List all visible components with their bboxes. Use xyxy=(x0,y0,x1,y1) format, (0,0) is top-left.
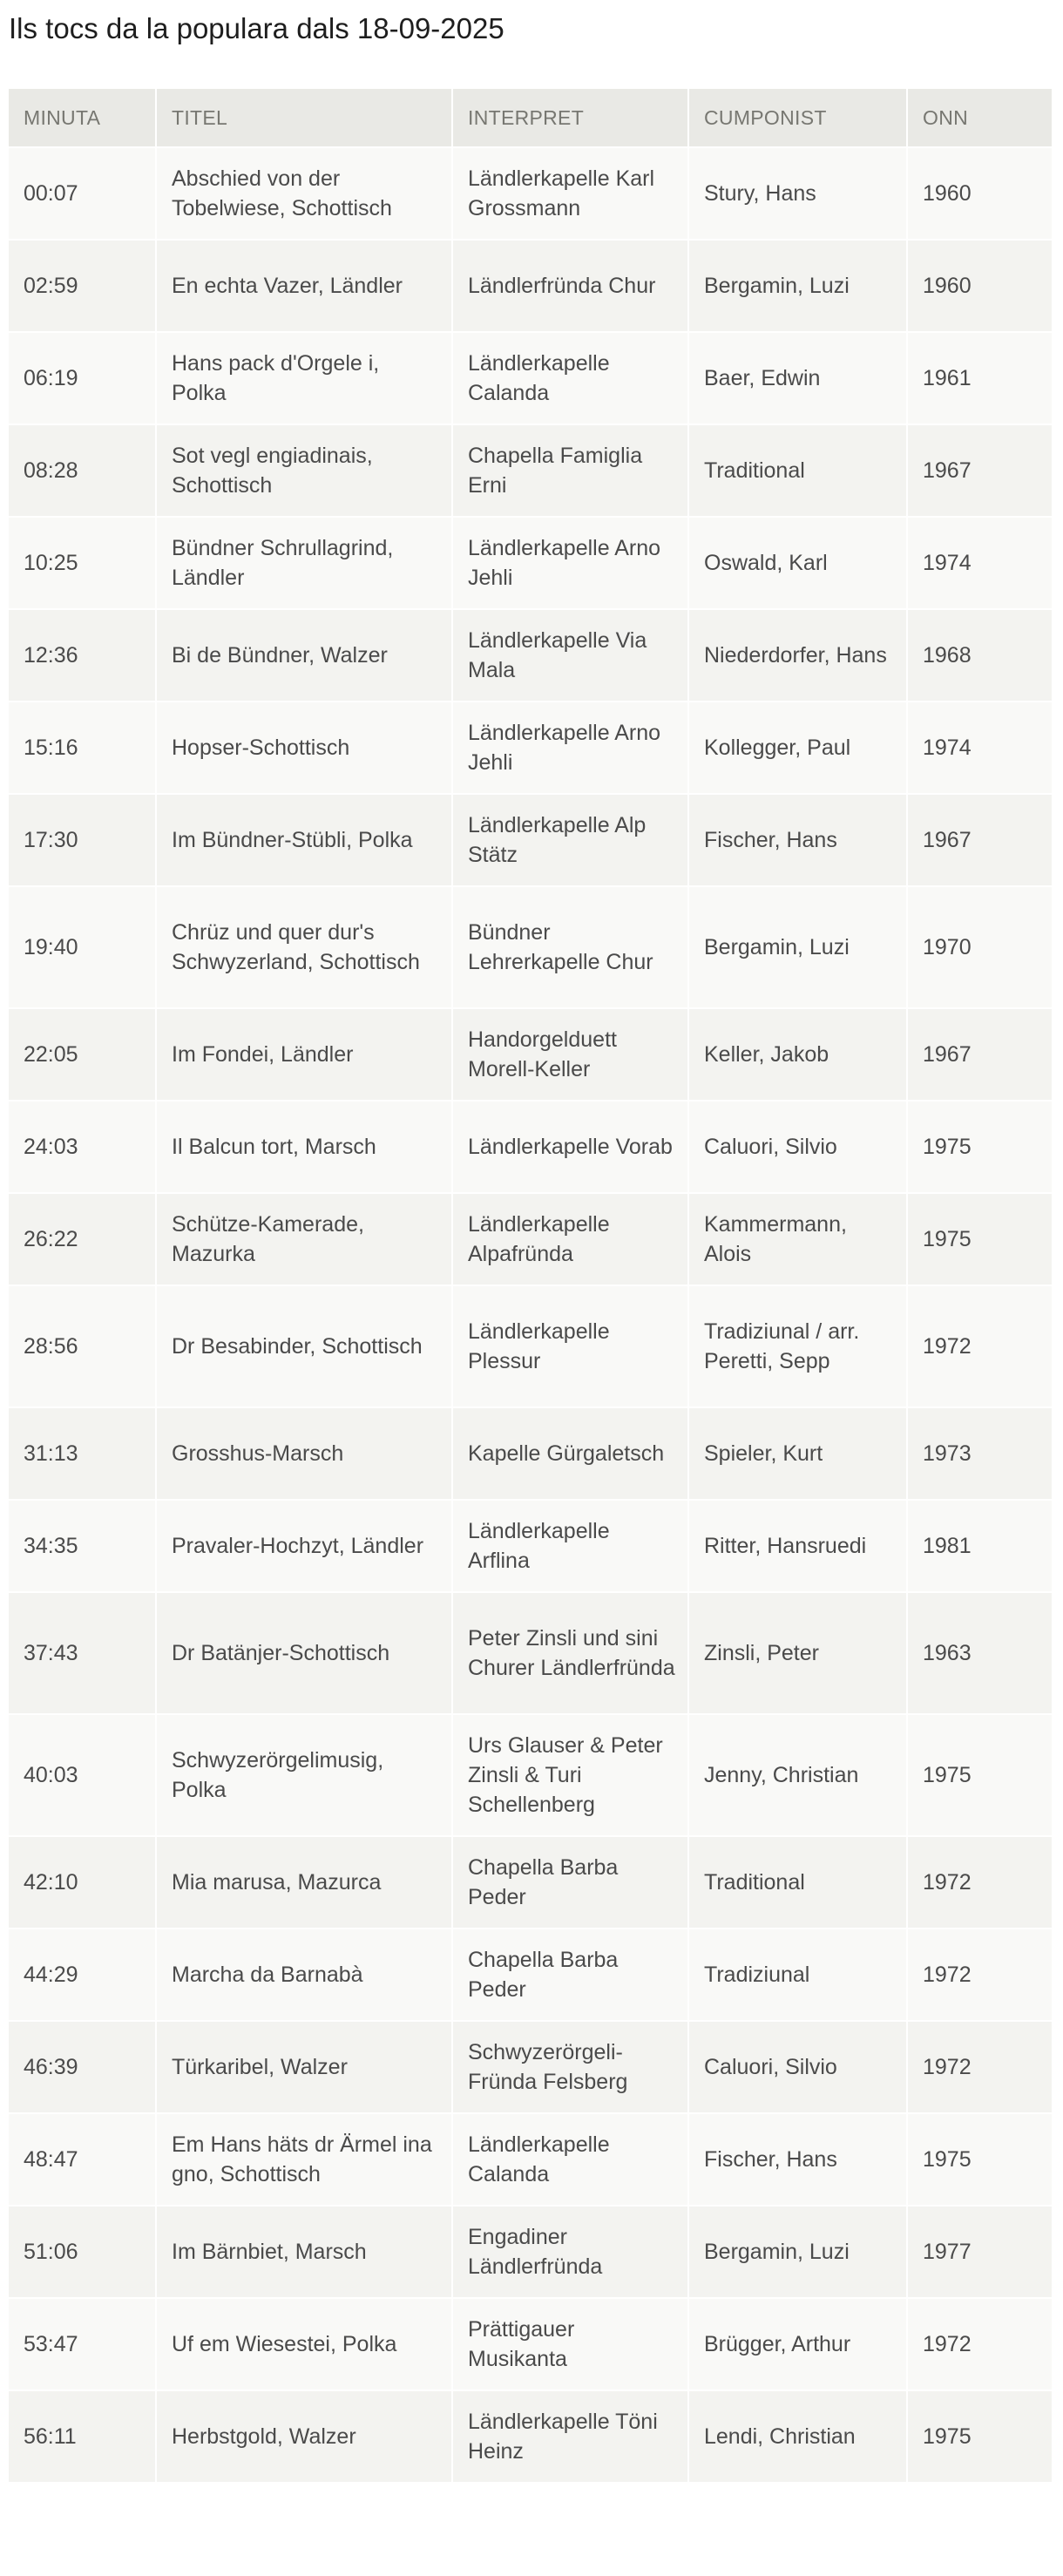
cell-cumponist: Spieler, Kurt xyxy=(689,1407,908,1499)
cell-interpret: Ländlerkapelle Arno Jehli xyxy=(453,516,689,608)
table-row xyxy=(9,1407,1052,1499)
cell-titel: Dr Besabinder, Schottisch xyxy=(157,1285,453,1407)
cell-titel: Em Hans häts dr Ärmel ina gno, Schottisch xyxy=(157,2112,453,2205)
cell-minuta: 48:47 xyxy=(9,2112,157,2205)
cell-minuta: 12:36 xyxy=(9,608,157,701)
table-row xyxy=(9,885,1052,1007)
cell-onn: 1972 xyxy=(908,1285,1052,1407)
cell-onn: 1972 xyxy=(908,1928,1052,2020)
cell-cumponist: Tradiziunal xyxy=(689,1928,908,2020)
cell-cumponist: Zinsli, Peter xyxy=(689,1591,908,1713)
cell-onn: 1967 xyxy=(908,1007,1052,1100)
cell-titel: Dr Batänjer-Schottisch xyxy=(157,1591,453,1713)
cell-minuta: 34:35 xyxy=(9,1499,157,1591)
cell-onn: 1970 xyxy=(908,885,1052,1007)
column-header-interpret: INTERPRET xyxy=(453,89,689,146)
cell-minuta: 17:30 xyxy=(9,793,157,885)
cell-cumponist: Jenny, Christian xyxy=(689,1713,908,1835)
cell-minuta: 40:03 xyxy=(9,1713,157,1835)
cell-minuta: 56:11 xyxy=(9,2390,157,2482)
cell-cumponist: Baer, Edwin xyxy=(689,331,908,424)
cell-titel: Schwyzerörgelimusig, Polka xyxy=(157,1713,453,1835)
cell-titel: Chrüz und quer dur's Schwyzerland, Schottisch xyxy=(157,885,453,1007)
cell-interpret: Ländlerkapelle Vorab xyxy=(453,1100,689,1192)
cell-cumponist: Traditional xyxy=(689,424,908,516)
cell-minuta: 10:25 xyxy=(9,516,157,608)
cell-interpret: Chapella Barba Peder xyxy=(453,1835,689,1928)
cell-minuta: 06:19 xyxy=(9,331,157,424)
cell-interpret: Ländlerkapelle Karl Grossmann xyxy=(453,146,689,239)
cell-cumponist: Caluori, Silvio xyxy=(689,1100,908,1192)
cell-minuta: 19:40 xyxy=(9,885,157,1007)
cell-interpret: Urs Glauser & Peter Zinsli & Turi Schellenberg xyxy=(453,1713,689,1835)
cell-onn: 1972 xyxy=(908,1835,1052,1928)
cell-titel: Hopser-Schottisch xyxy=(157,701,453,793)
cell-titel: Schütze-Kamerade, Mazurka xyxy=(157,1192,453,1285)
cell-cumponist: Caluori, Silvio xyxy=(689,2020,908,2112)
cell-onn: 1963 xyxy=(908,1591,1052,1713)
playlist-table xyxy=(9,89,1052,2482)
cell-interpret: Ländlerkapelle Alpafründa xyxy=(453,1192,689,1285)
cell-titel: Im Bündner-Stübli, Polka xyxy=(157,793,453,885)
cell-interpret: Ländlerfründa Chur xyxy=(453,239,689,331)
cell-cumponist: Bergamin, Luzi xyxy=(689,239,908,331)
table-row xyxy=(9,424,1052,516)
cell-interpret: Peter Zinsli und sini Churer Ländlerfründa xyxy=(453,1591,689,1713)
column-header-titel: TITEL xyxy=(157,89,453,146)
cell-cumponist: Stury, Hans xyxy=(689,146,908,239)
cell-onn: 1974 xyxy=(908,516,1052,608)
cell-cumponist: Ritter, Hansruedi xyxy=(689,1499,908,1591)
cell-interpret: Ländlerkapelle Via Mala xyxy=(453,608,689,701)
cell-titel: Pravaler-Hochzyt, Ländler xyxy=(157,1499,453,1591)
table-body xyxy=(9,146,1052,2482)
cell-cumponist: Bergamin, Luzi xyxy=(689,2205,908,2297)
cell-onn: 1968 xyxy=(908,608,1052,701)
cell-interpret: Prättigauer Musikanta xyxy=(453,2297,689,2390)
header-row xyxy=(9,89,1052,146)
table-row xyxy=(9,793,1052,885)
cell-titel: Im Fondei, Ländler xyxy=(157,1007,453,1100)
cell-onn: 1975 xyxy=(908,1100,1052,1192)
cell-interpret: Ländlerkapelle Calanda xyxy=(453,2112,689,2205)
cell-minuta: 28:56 xyxy=(9,1285,157,1407)
cell-interpret: Chapella Barba Peder xyxy=(453,1928,689,2020)
cell-onn: 1975 xyxy=(908,1713,1052,1835)
cell-titel: Abschied von der Tobelwiese, Schottisch xyxy=(157,146,453,239)
cell-titel: En echta Vazer, Ländler xyxy=(157,239,453,331)
cell-titel: Grosshus-Marsch xyxy=(157,1407,453,1499)
cell-interpret: Engadiner Ländlerfründa xyxy=(453,2205,689,2297)
cell-titel: Mia marusa, Mazurca xyxy=(157,1835,453,1928)
table-row xyxy=(9,1100,1052,1192)
cell-minuta: 51:06 xyxy=(9,2205,157,2297)
cell-interpret: Ländlerkapelle Töni Heinz xyxy=(453,2390,689,2482)
column-header-onn: ONN xyxy=(908,89,1052,146)
table-row xyxy=(9,1499,1052,1591)
cell-titel: Bi de Bündner, Walzer xyxy=(157,608,453,701)
cell-minuta: 46:39 xyxy=(9,2020,157,2112)
cell-cumponist: Lendi, Christian xyxy=(689,2390,908,2482)
cell-onn: 1975 xyxy=(908,2112,1052,2205)
cell-onn: 1972 xyxy=(908,2020,1052,2112)
cell-minuta: 15:16 xyxy=(9,701,157,793)
cell-interpret: Bündner Lehrerkapelle Chur xyxy=(453,885,689,1007)
table-row xyxy=(9,146,1052,239)
column-header-cumponist: CUMPONIST xyxy=(689,89,908,146)
cell-onn: 1961 xyxy=(908,331,1052,424)
cell-cumponist: Kammermann, Alois xyxy=(689,1192,908,1285)
cell-interpret: Ländlerkapelle Alp Stätz xyxy=(453,793,689,885)
table-row xyxy=(9,1835,1052,1928)
cell-interpret: Ländlerkapelle Arno Jehli xyxy=(453,701,689,793)
table-row xyxy=(9,239,1052,331)
cell-cumponist: Oswald, Karl xyxy=(689,516,908,608)
cell-onn: 1960 xyxy=(908,239,1052,331)
table-header xyxy=(9,89,1052,146)
cell-titel: Hans pack d'Orgele i, Polka xyxy=(157,331,453,424)
table-row xyxy=(9,2020,1052,2112)
table-row xyxy=(9,701,1052,793)
cell-cumponist: Bergamin, Luzi xyxy=(689,885,908,1007)
cell-cumponist: Traditional xyxy=(689,1835,908,1928)
table-row xyxy=(9,1928,1052,2020)
table-row xyxy=(9,331,1052,424)
cell-cumponist: Fischer, Hans xyxy=(689,2112,908,2205)
cell-minuta: 24:03 xyxy=(9,1100,157,1192)
cell-onn: 1973 xyxy=(908,1407,1052,1499)
cell-minuta: 44:29 xyxy=(9,1928,157,2020)
table-row xyxy=(9,1713,1052,1835)
cell-onn: 1977 xyxy=(908,2205,1052,2297)
cell-onn: 1981 xyxy=(908,1499,1052,1591)
cell-minuta: 31:13 xyxy=(9,1407,157,1499)
cell-onn: 1960 xyxy=(908,146,1052,239)
cell-onn: 1972 xyxy=(908,2297,1052,2390)
cell-onn: 1967 xyxy=(908,793,1052,885)
cell-onn: 1974 xyxy=(908,701,1052,793)
cell-cumponist: Keller, Jakob xyxy=(689,1007,908,1100)
cell-interpret: Ländlerkapelle Calanda xyxy=(453,331,689,424)
cell-onn: 1975 xyxy=(908,2390,1052,2482)
table-row xyxy=(9,2112,1052,2205)
cell-minuta: 42:10 xyxy=(9,1835,157,1928)
cell-interpret: Ländlerkapelle Plessur xyxy=(453,1285,689,1407)
cell-cumponist: Kollegger, Paul xyxy=(689,701,908,793)
cell-cumponist: Fischer, Hans xyxy=(689,793,908,885)
cell-titel: Bündner Schrullagrind, Ländler xyxy=(157,516,453,608)
cell-minuta: 08:28 xyxy=(9,424,157,516)
cell-titel: Il Balcun tort, Marsch xyxy=(157,1100,453,1192)
cell-interpret: Schwyzerörgeli-Fründa Felsberg xyxy=(453,2020,689,2112)
cell-titel: Uf em Wiesestei, Polka xyxy=(157,2297,453,2390)
cell-minuta: 37:43 xyxy=(9,1591,157,1713)
table-row xyxy=(9,1007,1052,1100)
cell-onn: 1967 xyxy=(908,424,1052,516)
cell-cumponist: Niederdorfer, Hans xyxy=(689,608,908,701)
table-row xyxy=(9,2205,1052,2297)
table-row xyxy=(9,2297,1052,2390)
cell-onn: 1975 xyxy=(908,1192,1052,1285)
cell-titel: Marcha da Barnabà xyxy=(157,1928,453,2020)
cell-minuta: 26:22 xyxy=(9,1192,157,1285)
column-header-minuta: MINUTA xyxy=(9,89,157,146)
cell-minuta: 53:47 xyxy=(9,2297,157,2390)
table-row xyxy=(9,1591,1052,1713)
cell-titel: Im Bärnbiet, Marsch xyxy=(157,2205,453,2297)
table-row xyxy=(9,608,1052,701)
cell-titel: Sot vegl engiadinais, Schottisch xyxy=(157,424,453,516)
table-row xyxy=(9,1192,1052,1285)
cell-titel: Türkaribel, Walzer xyxy=(157,2020,453,2112)
cell-minuta: 00:07 xyxy=(9,146,157,239)
table-row xyxy=(9,516,1052,608)
table-row xyxy=(9,2390,1052,2482)
cell-minuta: 02:59 xyxy=(9,239,157,331)
cell-cumponist: Brügger, Arthur xyxy=(689,2297,908,2390)
table-row xyxy=(9,1285,1052,1407)
cell-titel: Herbstgold, Walzer xyxy=(157,2390,453,2482)
page-title: Ils tocs da la populara dals 18-09-2025 xyxy=(9,12,504,44)
cell-interpret: Kapelle Gürgaletsch xyxy=(453,1407,689,1499)
cell-cumponist: Tradiziunal / arr. Peretti, Sepp xyxy=(689,1285,908,1407)
cell-interpret: Ländlerkapelle Arflina xyxy=(453,1499,689,1591)
cell-interpret: Handorgelduett Morell-Keller xyxy=(453,1007,689,1100)
cell-minuta: 22:05 xyxy=(9,1007,157,1100)
cell-interpret: Chapella Famiglia Erni xyxy=(453,424,689,516)
